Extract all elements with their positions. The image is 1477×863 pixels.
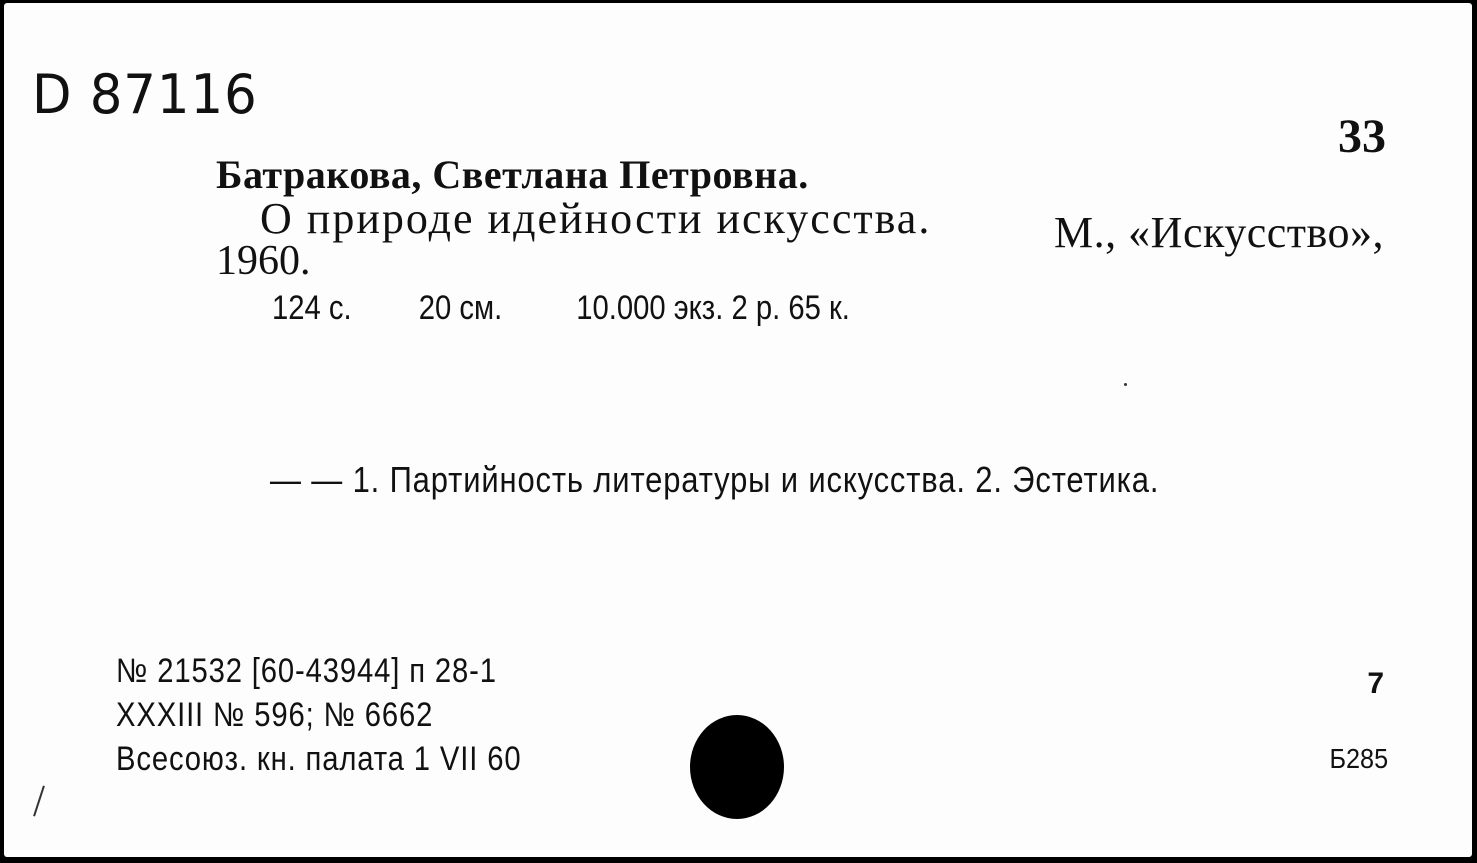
registration-block [116,649,521,781]
catalog-card [4,3,1472,857]
book-title: О природе идейности искусства. [260,194,932,243]
registration-line-3: Всесоюз. кн. палата 1 VII 60 [116,740,522,778]
registration-line-2: XXXIII № 596; № 6662 [116,696,434,734]
pencil-mark [33,785,45,816]
book-size: 20 см. [418,289,503,327]
page-count: 124 с. [272,289,352,327]
stray-dot [1124,383,1127,386]
registration-line-1: № 21532 [60-43944] п 28-1 [116,652,497,690]
subject-headings: — — 1. Партийность литературы и искусства. 2. Эстетика. [270,459,1160,500]
punch-hole [690,715,784,819]
publisher-imprint: М., «Искусство», [1054,208,1384,257]
publication-year: 1960. [216,238,311,284]
author-heading: Батракова, Светлана Петровна. [216,152,809,197]
right-code: Б285 [1329,743,1388,774]
right-mark: 7 [1367,667,1384,700]
collation-line [272,289,850,328]
copies-and-price: 10.000 экз. 2 р. 65 к. [576,289,850,327]
card-number: 33 [1338,110,1386,163]
handwritten-shelfmark: D 87116 [32,63,258,126]
